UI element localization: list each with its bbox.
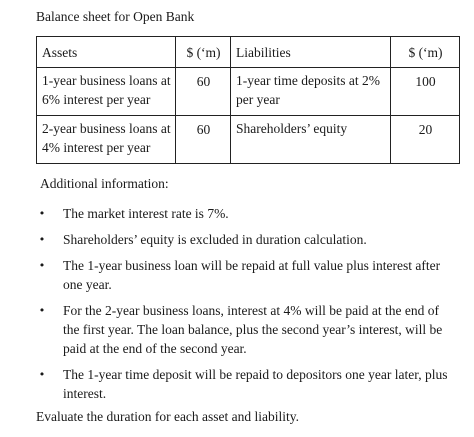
table-header-row <box>37 37 460 68</box>
asset-value-cell: 60 <box>176 68 231 116</box>
bullet-icon: • <box>38 259 46 272</box>
note-text: For the 2-year business loans, interest at 4% will be paid at the end of the first year. The loan balance, plus the second year’s interest, will be paid at the end of the second year. <box>63 303 443 356</box>
liability-value-cell: 100 <box>391 68 460 116</box>
asset-value-cell: 60 <box>176 116 231 164</box>
list-item <box>36 230 456 249</box>
note-text: Shareholders’ equity is excluded in duration calculation. <box>63 232 367 247</box>
bullet-icon: • <box>38 207 46 220</box>
list-item <box>36 301 456 358</box>
asset-cell: 1-year business loans at 6% interest per year <box>37 68 176 116</box>
header-asset-amount: $ (‘m) <box>176 37 231 68</box>
table-row <box>37 68 460 116</box>
note-text: The market interest rate is 7%. <box>63 206 229 221</box>
bullet-icon: • <box>38 233 46 246</box>
note-text: The 1-year time deposit will be repaid to depositors one year later, plus interest. <box>63 367 448 401</box>
list-item <box>36 365 456 403</box>
header-liabilities: Liabilities <box>231 37 391 68</box>
additional-info-heading: Additional information: <box>40 176 169 191</box>
header-assets: Assets <box>37 37 176 68</box>
list-item <box>36 204 456 223</box>
liability-cell: 1-year time deposits at 2% per year <box>231 68 391 116</box>
header-liability-amount: $ (‘m) <box>391 37 460 68</box>
task-instruction: Evaluate the duration for each asset and liability. <box>36 409 300 424</box>
note-text: The 1-year business loan will be repaid at full value plus interest after one year. <box>63 258 441 292</box>
balance-sheet-table <box>36 36 460 164</box>
asset-cell: 2-year business loans at 4% interest per year <box>37 116 176 164</box>
table-row <box>37 116 460 164</box>
liability-cell: Shareholders’ equity <box>231 116 391 164</box>
document-title: Balance sheet for Open Bank <box>36 9 195 24</box>
bullet-icon: • <box>38 368 46 381</box>
notes-list <box>36 204 456 410</box>
bullet-icon: • <box>38 304 46 317</box>
list-item <box>36 256 456 294</box>
liability-value-cell: 20 <box>391 116 460 164</box>
